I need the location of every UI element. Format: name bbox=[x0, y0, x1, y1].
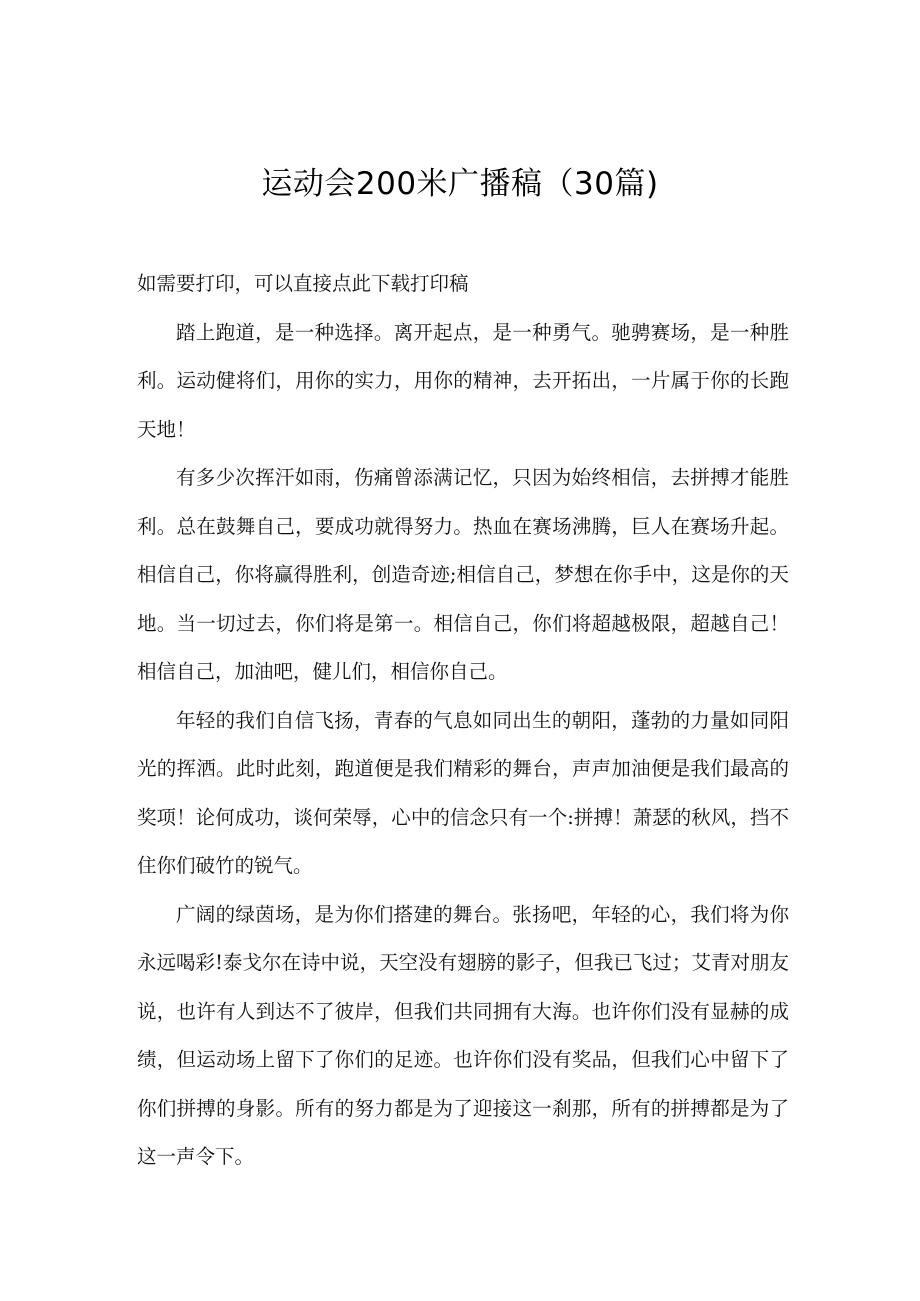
paragraph: 踏上跑道，是一种选择。离开起点，是一种勇气。驰骋赛场，是一种胜利。运动健将们，用你的实力，用你的精神，去开拓出，一片属于你的长跑天地！ bbox=[137, 320, 789, 441]
paragraph: 有多少次挥汗如雨，伤痛曾添满记忆，只因为始终相信，去拼搏才能胜利。总在鼓舞自己，要成功就得努力。热血在赛场沸腾，巨人在赛场升起。相信自己，你将赢得胜利，创造奇迹;相信自己，梦想在你手中，这是你的天地。当一切过去，你们将是第一。相信自己，你们将超越极限，超越自己！相信自己，加油吧，健儿们，相信你自己。 bbox=[137, 466, 789, 683]
document-title: 运动会200米广播稿（30篇) bbox=[261, 166, 659, 202]
document-body bbox=[137, 260, 789, 1182]
paragraph: 年轻的我们自信飞扬，青春的气息如同出生的朝阳，蓬勃的力量如同阳光的挥洒。此时此刻，跑道便是我们精彩的舞台，声声加油便是我们最高的奖项！论何成功，谈何荣辱，心中的信念只有一个:拼搏！萧瑟的秋风，挡不住你们破竹的锐气。 bbox=[137, 708, 789, 877]
paragraph: 广阔的绿茵场，是为你们搭建的舞台。张扬吧，年轻的心，我们将为你永远喝彩!泰戈尔在诗中说，天空没有翅膀的影子，但我已飞过；艾青对朋友说，也许有人到达不了彼岸，但我们共同拥有大海。也许你们没有显赫的成绩，但运动场上留下了你们的足迹。也许你们没有奖品，但我们心中留下了你们拼搏的身影。所有的努力都是为了迎接这一刹那，所有的拼搏都是为了这一声令下。 bbox=[137, 902, 789, 1168]
download-link[interactable]: 如需要打印，可以直接点此下载打印稿 bbox=[137, 272, 469, 295]
